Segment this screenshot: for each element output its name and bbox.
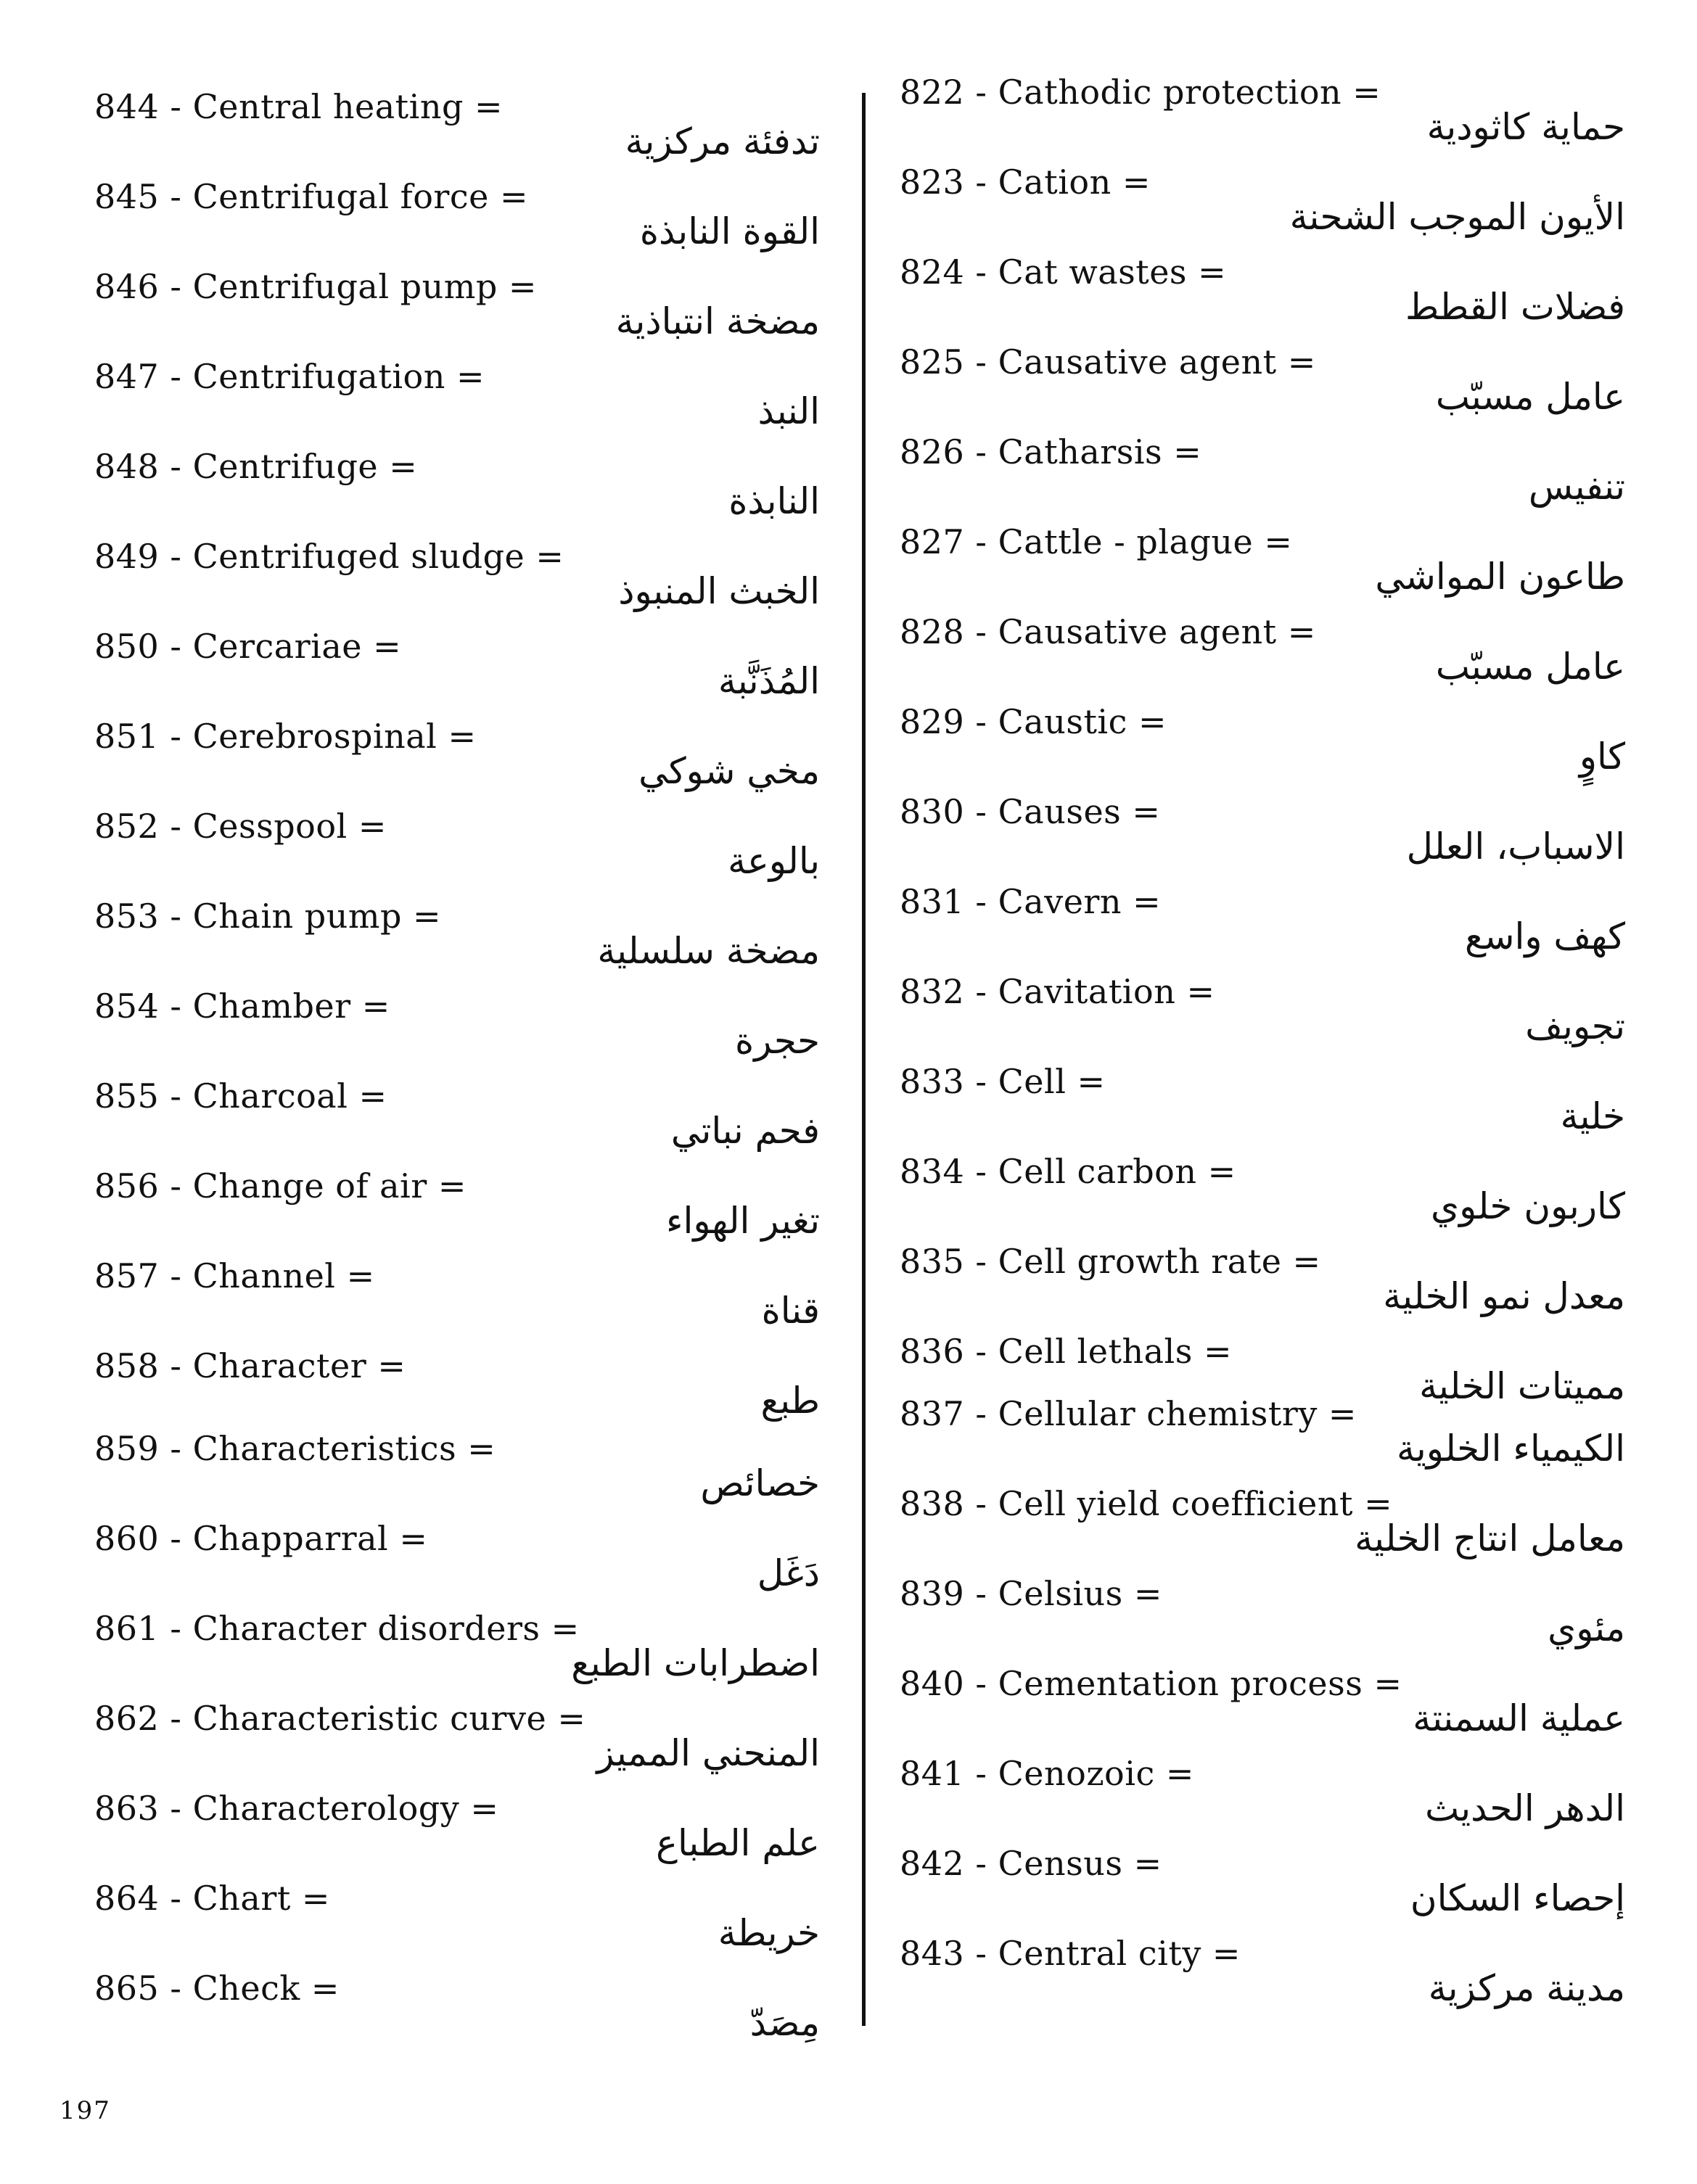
arabic-translation: عملية السمنتة	[1413, 1697, 1625, 1739]
arabic-translation: فحم نباتي	[670, 1110, 820, 1152]
arabic-translation: المنحني المميز	[596, 1732, 820, 1774]
arabic-translation: خريطة	[718, 1912, 820, 1954]
arabic-translation: الأيون الموجب الشحنة	[1289, 196, 1625, 238]
arabic-translation: مميتات الخلية	[1419, 1365, 1625, 1407]
english-term: 862 - Characteristic curve =	[94, 1699, 586, 1738]
glossary-entry	[87, 537, 827, 624]
arabic-translation: الدهر الحديث	[1425, 1787, 1625, 1829]
glossary-entry	[87, 807, 827, 894]
arabic-translation: الاسباب، العلل	[1406, 825, 1625, 868]
arabic-translation: كاوٍ	[1579, 735, 1625, 778]
arabic-translation: اضطرابات الطبع	[571, 1642, 820, 1684]
glossary-entry	[87, 1519, 827, 1606]
glossary-entry	[892, 1152, 1632, 1239]
glossary-entry	[892, 73, 1632, 160]
english-term: 859 - Characteristics =	[94, 1429, 496, 1468]
english-term: 840 - Cementation process =	[900, 1664, 1402, 1703]
arabic-translation: بالوعة	[728, 840, 820, 882]
arabic-translation: مِصَدّ	[749, 2002, 820, 2044]
english-term: 837 - Cellular chemistry =	[900, 1394, 1357, 1433]
glossary-entry	[87, 1789, 827, 1876]
glossary-entry	[87, 267, 827, 354]
glossary-entry	[892, 702, 1632, 789]
arabic-translation: طاعون المواشي	[1375, 556, 1625, 598]
english-term: 865 - Check =	[94, 1969, 340, 2008]
english-term: 846 - Centrifugal pump =	[94, 267, 537, 306]
english-term: 848 - Centrifuge =	[94, 447, 418, 486]
english-term: 836 - Cell lethals =	[900, 1332, 1233, 1371]
arabic-translation: تغير الهواء	[665, 1200, 820, 1242]
arabic-translation: مضخة انتباذية	[615, 300, 820, 342]
right-column	[892, 73, 1632, 2045]
english-term: 833 - Cell =	[900, 1062, 1106, 1101]
english-term: 854 - Chamber =	[94, 986, 390, 1026]
english-term: 853 - Chain pump =	[94, 897, 442, 936]
arabic-translation: الكيمياء الخلوية	[1397, 1427, 1625, 1470]
english-term: 847 - Centrifugation =	[94, 357, 485, 396]
glossary-entry	[892, 1934, 1632, 2021]
arabic-translation: كاربون خلوي	[1431, 1185, 1625, 1227]
glossary-entry	[87, 1699, 827, 1786]
glossary-entry	[892, 1242, 1632, 1329]
arabic-translation: كهف واسع	[1464, 915, 1625, 957]
glossary-entry	[87, 986, 827, 1074]
glossary-entry	[892, 792, 1632, 879]
arabic-translation: حجرة	[735, 1020, 820, 1062]
glossary-entry	[87, 447, 827, 534]
english-term: 860 - Chapparral =	[94, 1519, 428, 1558]
left-column	[87, 87, 827, 2045]
english-term: 826 - Catharsis =	[900, 432, 1202, 471]
english-term: 825 - Causative agent =	[900, 342, 1316, 382]
english-term: 828 - Causative agent =	[900, 612, 1316, 651]
page-number: 197	[59, 2096, 111, 2125]
english-term: 829 - Caustic =	[900, 702, 1167, 741]
english-term: 844 - Central heating =	[94, 87, 504, 126]
english-term: 823 - Cation =	[900, 162, 1151, 202]
arabic-translation: قناة	[761, 1290, 820, 1332]
glossary-entry	[892, 1574, 1632, 1661]
glossary-entry	[87, 1609, 827, 1696]
glossary-entry	[892, 612, 1632, 699]
glossary-entry	[892, 882, 1632, 969]
glossary-entry	[892, 1664, 1632, 1751]
english-term: 857 - Channel =	[94, 1256, 375, 1295]
glossary-entry	[87, 1969, 827, 2056]
arabic-translation: خصائص	[700, 1462, 820, 1504]
arabic-translation: عامل مسبّب	[1435, 376, 1625, 418]
arabic-translation: خلية	[1560, 1095, 1625, 1137]
arabic-translation: معامل انتاج الخلية	[1355, 1517, 1625, 1559]
arabic-translation: تنفيس	[1528, 466, 1625, 508]
english-term: 843 - Central city =	[900, 1934, 1241, 1973]
english-term: 856 - Change of air =	[94, 1166, 467, 1206]
glossary-entry	[892, 432, 1632, 519]
arabic-translation: النابذة	[728, 480, 820, 522]
glossary-entry	[892, 1394, 1632, 1481]
english-term: 838 - Cell yield coefficient =	[900, 1484, 1393, 1523]
english-term: 851 - Cerebrospinal =	[94, 717, 477, 756]
english-term: 830 - Causes =	[900, 792, 1161, 831]
english-term: 852 - Cesspool =	[94, 807, 387, 846]
arabic-translation: عامل مسبّب	[1435, 646, 1625, 688]
glossary-entry	[892, 1062, 1632, 1149]
english-term: 839 - Celsius =	[900, 1574, 1162, 1613]
english-term: 832 - Cavitation =	[900, 972, 1215, 1011]
glossary-entry	[892, 1844, 1632, 1931]
arabic-translation: مدينة مركزية	[1428, 1967, 1625, 2009]
english-term: 827 - Cattle - plague =	[900, 522, 1293, 561]
english-term: 863 - Characterology =	[94, 1789, 499, 1828]
english-term: 822 - Cathodic protection =	[900, 73, 1381, 112]
arabic-translation: إحصاء السكان	[1410, 1877, 1625, 1919]
glossary-entry	[87, 897, 827, 984]
glossary-entry	[87, 627, 827, 714]
arabic-translation: تدفئة مركزية	[625, 120, 820, 162]
glossary-entry	[87, 1429, 827, 1516]
arabic-translation: القوة النابذة	[639, 210, 820, 252]
english-term: 864 - Chart =	[94, 1879, 330, 1918]
english-term: 849 - Centrifuged sludge =	[94, 537, 564, 576]
english-term: 835 - Cell growth rate =	[900, 1242, 1321, 1281]
arabic-translation: مضخة سلسلية	[597, 930, 820, 972]
column-divider	[862, 93, 866, 2026]
arabic-translation: مخي شوكي	[638, 750, 820, 792]
glossary-entry	[87, 87, 827, 174]
arabic-translation: مئوي	[1548, 1607, 1625, 1649]
arabic-translation: الخبث المنبوذ	[618, 570, 820, 612]
glossary-entry	[87, 1346, 827, 1433]
english-term: 850 - Cercariae =	[94, 627, 402, 666]
glossary-entry	[87, 1879, 827, 1966]
arabic-translation: علم الطباع	[656, 1822, 820, 1864]
glossary-entry	[892, 342, 1632, 429]
english-term: 842 - Census =	[900, 1844, 1162, 1883]
glossary-entry	[87, 1256, 827, 1343]
glossary-entry	[892, 1754, 1632, 1841]
english-term: 845 - Centrifugal force =	[94, 177, 529, 216]
arabic-translation: طبع	[760, 1380, 820, 1422]
glossary-entry	[892, 252, 1632, 339]
glossary-entry	[87, 177, 827, 264]
arabic-translation: المُذَنَّبة	[718, 660, 820, 702]
arabic-translation: تجويف	[1525, 1005, 1625, 1047]
arabic-translation: النبذ	[757, 390, 820, 432]
glossary-entry	[87, 1076, 827, 1163]
english-term: 861 - Character disorders =	[94, 1609, 580, 1648]
glossary-entry	[87, 357, 827, 444]
glossary-entry	[892, 972, 1632, 1059]
glossary-entry	[892, 522, 1632, 609]
english-term: 831 - Cavern =	[900, 882, 1162, 921]
english-term: 841 - Cenozoic =	[900, 1754, 1194, 1793]
glossary-entry	[87, 1166, 827, 1253]
glossary-entry	[892, 1484, 1632, 1571]
arabic-translation: دَغَل	[757, 1552, 820, 1594]
english-term: 824 - Cat wastes =	[900, 252, 1227, 292]
arabic-translation: حماية كاثودية	[1426, 106, 1625, 148]
english-term: 858 - Character =	[94, 1346, 406, 1385]
english-term: 855 - Charcoal =	[94, 1076, 387, 1116]
arabic-translation: معدل نمو الخلية	[1383, 1275, 1625, 1317]
glossary-entry	[892, 162, 1632, 250]
arabic-translation: فضلات القطط	[1405, 286, 1625, 328]
glossary-entry	[87, 717, 827, 804]
english-term: 834 - Cell carbon =	[900, 1152, 1236, 1191]
